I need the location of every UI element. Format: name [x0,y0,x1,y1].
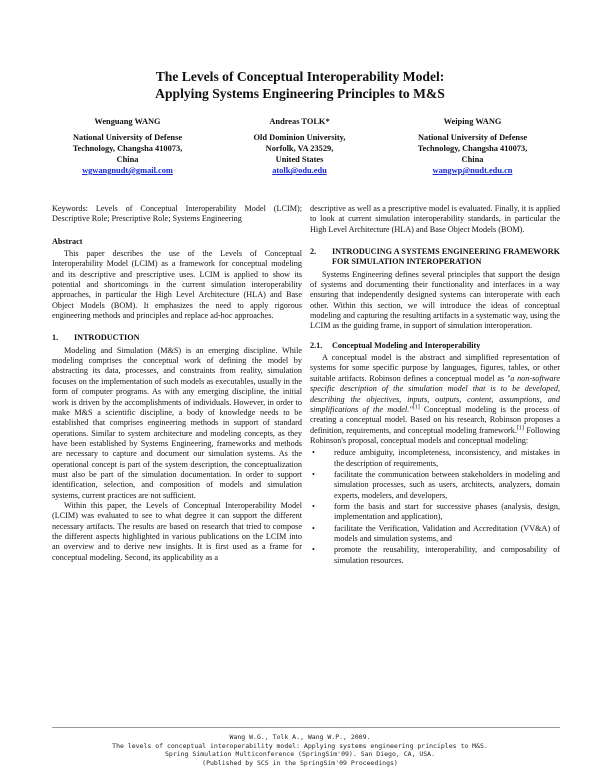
bullet-icon: • [312,523,315,533]
author-name: Wenguang WANG [94,117,161,126]
author-email-link[interactable]: wangwp@nudt.edu.cn [432,166,513,175]
author-2 [212,116,387,176]
bullet-icon: • [312,501,315,511]
bullet-icon: • [312,448,315,458]
list-item: • reduce ambiguity, incompleteness, inconsistency, and mistakes in the description of requirements, [312,448,560,468]
author-affiliation: National University of Defense [417,133,528,142]
author-affiliation: China [461,155,484,164]
bullet-icon: • [312,545,315,555]
author-name: Weiping WANG [443,117,502,126]
left-column [52,204,302,563]
footer-line: The levels of conceptual interoperability model: Applying systems engineering principles to M&S. [112,741,488,750]
section-1-heading [52,333,302,343]
bullet-icon: • [312,469,315,479]
section-2-1-paragraph [310,353,560,446]
section-title: Conceptual Modeling and Interoperability [332,340,481,350]
author-affiliation: Norfolk, VA 23529, [265,144,334,153]
paragraph-text: Conceptual modeling is the process of creating a conceptual model. Based on his research, Robinson proposes a definition, requirements, and conceptual modeling framework. [310,404,560,435]
author-affiliation: Old Dominion University, [253,133,346,142]
author-email-link[interactable]: wgwangnudt@gmail.com [82,166,173,175]
section-1-paragraph-2-continued: descriptive as well as a prescriptive model is evaluated. Finally, it is applied to look at current simulation interoperability standards, in particular the High Level Architecture (HLA) and Base Object Models (BOM). [310,204,560,234]
abstract-body: This paper describes the use of the Levels of Conceptual Interoperability Model (LCIM) as a framework for conceptual modeling and its descriptive and prescriptive uses. LCIM is applied to show its potential and shortcomings in the current simulation interoperability approaches, in particular the High Level Architecture (HLA) and Base Object Models (BOM). It emphasizes the need to apply rigorous engineering methods and principles and replace ad-hoc approaches. [52,249,302,321]
author-affiliation: United States [275,155,324,164]
section-1-paragraph-2: Within this paper, the Levels of Conceptual Interoperability Model (LCIM) was evaluated to see to what degree it can support the different necessary artifacts. The results are based on research that tried to compose the different aspects highlighted in various publications on the LCIM into an overview and to derive new insights. It is first used as a frame for conceptual modeling. Second, its applicability as a [52,500,302,562]
section-title: INTRODUCTION [74,333,140,343]
author-affiliation: National University of Defense [72,133,183,142]
list-item: • facilitate the Verification, Validation and Accreditation (VV&A) of models and simulation systems, and [312,523,560,543]
footer-line: Wang W.G., Tolk A., Wang W.P., 2009. [229,733,371,741]
list-item: • promote the reusability, interoperability, and composability of simulation resources. [312,545,560,565]
section-2-heading [310,247,560,268]
paragraph-text: A conceptual model is the abstract and simplified representation of systems for some specific purpose by languages, figures, tables, or other suitable artifacts. Robinson defines a conceptual model as [310,353,560,383]
title-line-2: Applying Systems Engineering Principles to M&S [155,86,445,101]
author-name: Andreas TOLK* [269,117,330,126]
footer-line: Spring Simulation Multiconference (SpringSim'09). San Diego, CA, USA. [164,750,436,759]
section-title: INTRODUCING A SYSTEMS ENGINEERING FRAMEWORK FOR SIMULATION INTEROPERATION [332,247,560,267]
author-email-link[interactable]: atolk@odu.edu [272,166,327,175]
title-line-1: The Levels of Conceptual Interoperability Model: [155,69,445,84]
paper-title [0,68,600,102]
conceptual-model-benefits-list [310,448,560,566]
section-1-paragraph-1: Modeling and Simulation (M&S) is an emerging discipline. While modeling comprises the conceptual work of defining the model by abstracting its data, processes, and constraints from reality, simulation focuses on the implementation of such models as executables, usually in the form of computer programs. As with any emerging discipline, the initial work is driven by the accomplishments of individuals. However, in order to make M&S a scientific discipline, a body of knowledge needs to be established that comprises engineering methods in support of standard operations. Similar to system architecture and modeling concepts, as they have been established by Systems Engineering, frameworks and methods are necessary to capture and document our simulation systems. As the operational concept is part of the system description, the conceptualization must also be part of the simulation documentation. In order to support identification, selection, and composition of models and simulation systems, current practices are not sufficient. [52,345,302,500]
paragraph-text: Following Robinson's proposal, conceptual models and conceptual modeling: [310,425,561,445]
footer-line: (Published by SCS in the SpringSim'09 Proceedings) [202,758,398,767]
footer-divider [52,727,560,728]
section-number: 1. [52,333,59,343]
author-affiliation: Technology, Changsha 410073, [72,144,183,153]
author-affiliation: Technology, Changsha 410073, [417,144,528,153]
right-column [310,204,560,567]
author-3 [385,116,560,176]
section-2-paragraph-1: Systems Engineering defines several principles that support the design of systems and documenting their functionality and interfaces in a way ensuring that independently designed systems can interoperate with each other. Within this section, we will introduce the ideas of conceptual modeling and capturing the resulting artifacts in a systematic way, using the LCIM as the guiding frame, in support of simulation interoperation. [310,269,560,331]
keywords: Keywords: Levels of Conceptual Interoperability Model (LCIM); Descriptive Role; Prescriptive Role; Systems Engineering [52,204,302,224]
robinson-quote: "a non-software specific description of the simulation model that is to be developed, describing the objectives, inputs, outputs, content, assumptions, and simplifications of the model." [310,373,560,414]
section-number: 2. [310,247,317,257]
list-item: • form the basis and start for successive phases (analysis, design, implementation and application), [312,501,560,522]
citation-footer [0,733,600,767]
abstract-heading: Abstract [52,236,83,246]
section-number: 2.1. [310,340,323,350]
citation-ref: [1] [412,404,420,411]
list-item: • facilitate the communication between stakeholders in modeling and simulation processes, such as users, architects, analyzers, domain experts, modelers, and developers, [312,469,560,500]
section-2-1-heading [310,341,560,351]
citation-ref: [1] [516,424,524,431]
author-1 [40,116,215,176]
author-affiliation: China [116,155,139,164]
